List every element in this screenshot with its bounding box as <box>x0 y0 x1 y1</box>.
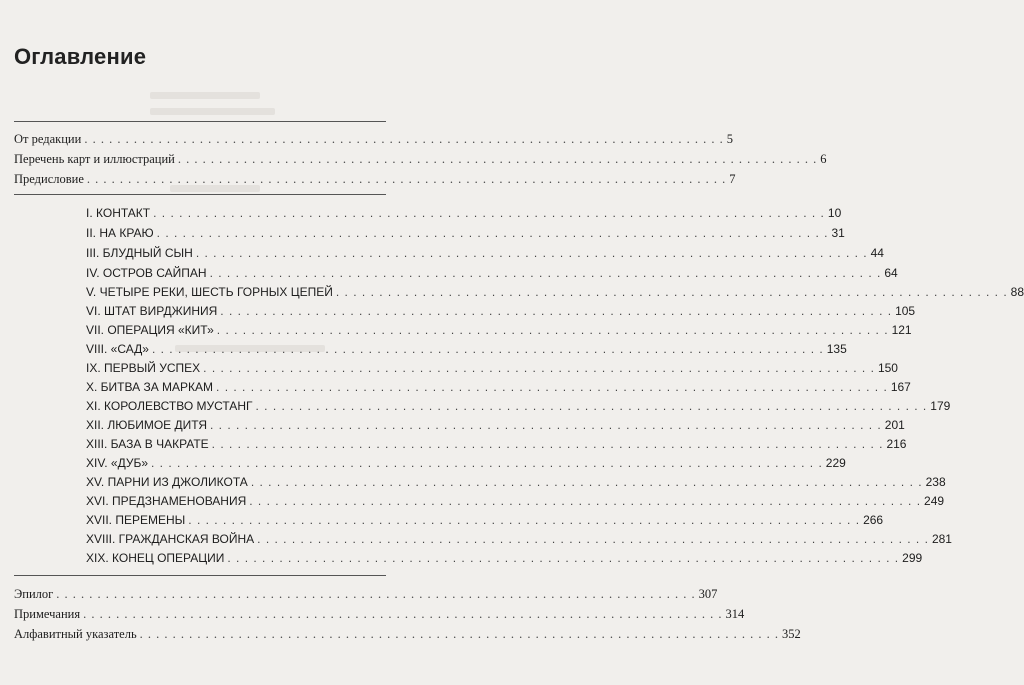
toc-entry-page: 6 <box>820 152 827 166</box>
leader-dots: . . . . . . . . . . . . . . . . . . . . . . . . . . . . . . . . . . . . . . . . . . . . . . . . . . . . . . . . . . . . . . . . . . . . . . . . . . . . . . <box>257 532 929 546</box>
chapter-label: VI. ШТАТ ВИРДЖИНИЯ <box>86 304 218 318</box>
chapter-entry[interactable] <box>86 224 845 242</box>
chapter-label: X. БИТВА ЗА МАРКАМ <box>86 380 214 394</box>
chapter-label: I. КОНТАКТ <box>86 206 151 220</box>
leader-dots: . . . . . . . . . . . . . . . . . . . . . . . . . . . . . . . . . . . . . . . . . . . . . . . . . . . . . . . . . . . . . . . . . . . . . . . . . . . . . . <box>209 266 882 280</box>
divider-middle <box>14 194 386 195</box>
toc-entry-label: Эпилог <box>14 587 54 601</box>
chapter-label: XVI. ПРЕДЗНАМЕНОВАНИЯ <box>86 494 247 508</box>
chapter-page: 266 <box>863 513 884 527</box>
leader-dots: . . . . . . . . . . . . . . . . . . . . . . . . . . . . . . . . . . . . . . . . . . . . . . . . . . . . . . . . . . . . . . . . . . . . . . . . . . . . . . <box>249 494 922 508</box>
chapter-page: 31 <box>831 226 845 240</box>
toc-entry-label: Предисловие <box>14 172 84 186</box>
chapter-page: 44 <box>870 246 884 260</box>
leader-dots: . . . . . . . . . . . . . . . . . . . . . . . . . . . . . . . . . . . . . . . . . . . . . . . . . . . . . . . . . . . . . . . . . . . . . . . . . . . . . . <box>220 304 893 318</box>
chapter-page: 229 <box>825 456 846 470</box>
toc-entry[interactable] <box>14 625 801 643</box>
leader-dots: . . . . . . . . . . . . . . . . . . . . . . . . . . . . . . . . . . . . . . . . . . . . . . . . . . . . . . . . . . . . . . . . . . . . . . . . . . . . . . <box>203 361 875 375</box>
chapter-page: 135 <box>826 342 847 356</box>
leader-dots: . . . . . . . . . . . . . . . . . . . . . . . . . . . . . . . . . . . . . . . . . . . . . . . . . . . . . . . . . . . . . . . . . . . . . . . . . . . . . . <box>255 399 928 413</box>
chapter-label: XIX. КОНЕЦ ОПЕРАЦИИ <box>86 551 225 565</box>
toc-entry-page: 307 <box>698 587 718 601</box>
toc-entry-page: 7 <box>729 172 736 186</box>
chapter-label: XVIII. ГРАЖДАНСКАЯ ВОЙНА <box>86 532 255 546</box>
chapter-label: VII. ОПЕРАЦИЯ «КИТ» <box>86 323 214 337</box>
toc-entry[interactable] <box>14 170 736 188</box>
chapter-label: XII. ЛЮБИМОЕ ДИТЯ <box>86 418 207 432</box>
leader-dots: . . . . . . . . . . . . . . . . . . . . . . . . . . . . . . . . . . . . . . . . . . . . . . . . . . . . . . . . . . . . . . . . . . . . . . . . . . . . . . <box>211 437 884 451</box>
divider-top <box>14 121 386 122</box>
leader-dots: . . . . . . . . . . . . . . . . . . . . . . . . . . . . . . . . . . . . . . . . . . . . . . . . . . . . . . . . . . . . . . . . . . . . . . . . . . . . . . <box>151 456 823 470</box>
chapter-entry[interactable] <box>86 302 916 320</box>
chapter-entry[interactable] <box>86 378 911 396</box>
toc-entry-label: Алфавитный указатель <box>14 627 137 641</box>
toc-entry-label: Перечень карт и иллюстраций <box>14 152 175 166</box>
chapter-label: V. ЧЕТЫРЕ РЕКИ, ШЕСТЬ ГОРНЫХ ЦЕПЕЙ <box>86 285 333 299</box>
leader-dots: . . . . . . . . . . . . . . . . . . . . . . . . . . . . . . . . . . . . . . . . . . . . . . . . . . . . . . . . . . . . . . . . . . . . . . . . . . . . . . <box>250 475 923 489</box>
chapter-page: 10 <box>827 206 842 220</box>
leader-dots: . . . . . . . . . . . . . . . . . . . . . . . . . . . . . . . . . . . . . . . . . . . . . . . . . . . . . . . . . . . . . . . . . . . . . . . . . . . . . . <box>227 551 900 565</box>
leader-dots: . . . . . . . . . . . . . . . . . . . . . . . . . . . . . . . . . . . . . . . . . . . . . . . . . . . . . . . . . . . . . . . . . . . . . . . . . . . . . . <box>177 152 818 166</box>
chapter-label: XVII. ПЕРЕМЕНЫ <box>86 513 186 527</box>
leader-dots: . . . . . . . . . . . . . . . . . . . . . . . . . . . . . . . . . . . . . . . . . . . . . . . . . . . . . . . . . . . . . . . . . . . . . . . . . . . . . . <box>195 246 868 260</box>
chapter-entry[interactable] <box>86 511 884 529</box>
toc-entry-label: От редакции <box>14 132 82 146</box>
chapter-label: XIII. БАЗА В ЧАКРАТЕ <box>86 437 209 451</box>
chapter-page: 238 <box>925 475 946 489</box>
chapter-label: XI. КОРОЛЕВСТВО МУСТАНГ <box>86 399 253 413</box>
chapter-entry[interactable] <box>86 359 898 377</box>
chapter-entry[interactable] <box>86 283 1024 301</box>
show-through-text <box>150 92 260 99</box>
toc-entry[interactable] <box>14 130 733 148</box>
chapter-entry[interactable] <box>86 549 923 567</box>
chapter-page: 201 <box>884 418 905 432</box>
page-title: Оглавление <box>14 44 147 69</box>
chapter-page: 216 <box>886 437 907 451</box>
leader-dots: . . . . . . . . . . . . . . . . . . . . . . . . . . . . . . . . . . . . . . . . . . . . . . . . . . . . . . . . . . . . . . . . . . . . . . . . . . . . . . <box>153 206 825 220</box>
chapter-label: IX. ПЕРВЫЙ УСПЕХ <box>86 361 201 375</box>
chapter-page: 105 <box>895 304 916 318</box>
show-through-text <box>150 108 275 115</box>
toc-entry[interactable] <box>14 150 827 168</box>
chapter-page: 281 <box>931 532 952 546</box>
chapter-entry[interactable] <box>86 321 912 339</box>
divider-bottom <box>14 575 386 576</box>
toc-entry-page: 352 <box>782 627 801 641</box>
leader-dots: . . . . . . . . . . . . . . . . . . . . . . . . . . . . . . . . . . . . . . . . . . . . . . . . . . . . . . . . . . . . . . . . . . . . . . . . . . . . . . <box>156 226 829 240</box>
chapter-label: IV. ОСТРОВ САЙПАН <box>86 266 207 280</box>
leader-dots: . . . . . . . . . . . . . . . . . . . . . . . . . . . . . . . . . . . . . . . . . . . . . . . . . . . . . . . . . . . . . . . . . . . . . . . . . . . . . . <box>216 380 888 394</box>
chapter-page: 64 <box>884 266 898 280</box>
chapter-entry[interactable] <box>86 530 952 548</box>
chapter-page: 167 <box>890 380 911 394</box>
toc-entry[interactable] <box>14 605 745 623</box>
chapter-page: 121 <box>891 323 912 337</box>
chapter-entry[interactable] <box>86 244 884 262</box>
chapter-entry[interactable] <box>86 204 842 222</box>
toc-entry-page: 314 <box>725 607 745 621</box>
leader-dots: . . . . . . . . . . . . . . . . . . . . . . . . . . . . . . . . . . . . . . . . . . . . . . . . . . . . . . . . . . . . . . . . . . . . . . . . . . . . . . <box>84 132 724 146</box>
chapter-entry[interactable] <box>86 473 946 491</box>
chapter-page: 249 <box>924 494 945 508</box>
chapter-entry[interactable] <box>86 340 847 358</box>
chapter-page: 299 <box>902 551 923 565</box>
toc-entry-label: Примечания <box>14 607 81 621</box>
leader-dots: . . . . . . . . . . . . . . . . . . . . . . . . . . . . . . . . . . . . . . . . . . . . . . . . . . . . . . . . . . . . . . . . . . . . . . . . . . . . . . <box>56 587 696 601</box>
chapter-label: II. НА КРАЮ <box>86 226 154 240</box>
leader-dots: . . . . . . . . . . . . . . . . . . . . . . . . . . . . . . . . . . . . . . . . . . . . . . . . . . . . . . . . . . . . . . . . . . . . . . . . . . . . . . <box>83 607 723 621</box>
toc-entry[interactable] <box>14 585 718 603</box>
chapter-label: VIII. «САД» <box>86 342 149 356</box>
leader-dots: . . . . . . . . . . . . . . . . . . . . . . . . . . . . . . . . . . . . . . . . . . . . . . . . . . . . . . . . . . . . . . . . . . . . . . . . . . . . . . <box>188 513 861 527</box>
chapter-page: 88 <box>1010 285 1024 299</box>
leader-dots: . . . . . . . . . . . . . . . . . . . . . . . . . . . . . . . . . . . . . . . . . . . . . . . . . . . . . . . . . . . . . . . . . . . . . . . . . . . . . . <box>151 342 824 356</box>
leader-dots: . . . . . . . . . . . . . . . . . . . . . . . . . . . . . . . . . . . . . . . . . . . . . . . . . . . . . . . . . . . . . . . . . . . . . . . . . . . . . . <box>139 627 780 641</box>
leader-dots: . . . . . . . . . . . . . . . . . . . . . . . . . . . . . . . . . . . . . . . . . . . . . . . . . . . . . . . . . . . . . . . . . . . . . . . . . . . . . . <box>216 323 889 337</box>
chapter-label: XIV. «ДУБ» <box>86 456 149 470</box>
chapter-entry[interactable] <box>86 435 907 453</box>
chapter-entry[interactable] <box>86 397 951 415</box>
chapter-entry[interactable] <box>86 492 945 510</box>
leader-dots: . . . . . . . . . . . . . . . . . . . . . . . . . . . . . . . . . . . . . . . . . . . . . . . . . . . . . . . . . . . . . . . . . . . . . . . . . . . . . . <box>86 172 727 186</box>
chapter-page: 179 <box>930 399 951 413</box>
chapter-label: XV. ПАРНИ ИЗ ДЖОЛИКОТА <box>86 475 248 489</box>
chapter-page: 150 <box>877 361 898 375</box>
chapter-entry[interactable] <box>86 416 905 434</box>
leader-dots: . . . . . . . . . . . . . . . . . . . . . . . . . . . . . . . . . . . . . . . . . . . . . . . . . . . . . . . . . . . . . . . . . . . . . . . . . . . . . . <box>335 285 1008 299</box>
chapter-entry[interactable] <box>86 454 846 472</box>
leader-dots: . . . . . . . . . . . . . . . . . . . . . . . . . . . . . . . . . . . . . . . . . . . . . . . . . . . . . . . . . . . . . . . . . . . . . . . . . . . . . . <box>210 418 882 432</box>
chapter-label: III. БЛУДНЫЙ СЫН <box>86 246 193 260</box>
chapter-entry[interactable] <box>86 264 898 282</box>
toc-entry-page: 5 <box>726 132 733 146</box>
